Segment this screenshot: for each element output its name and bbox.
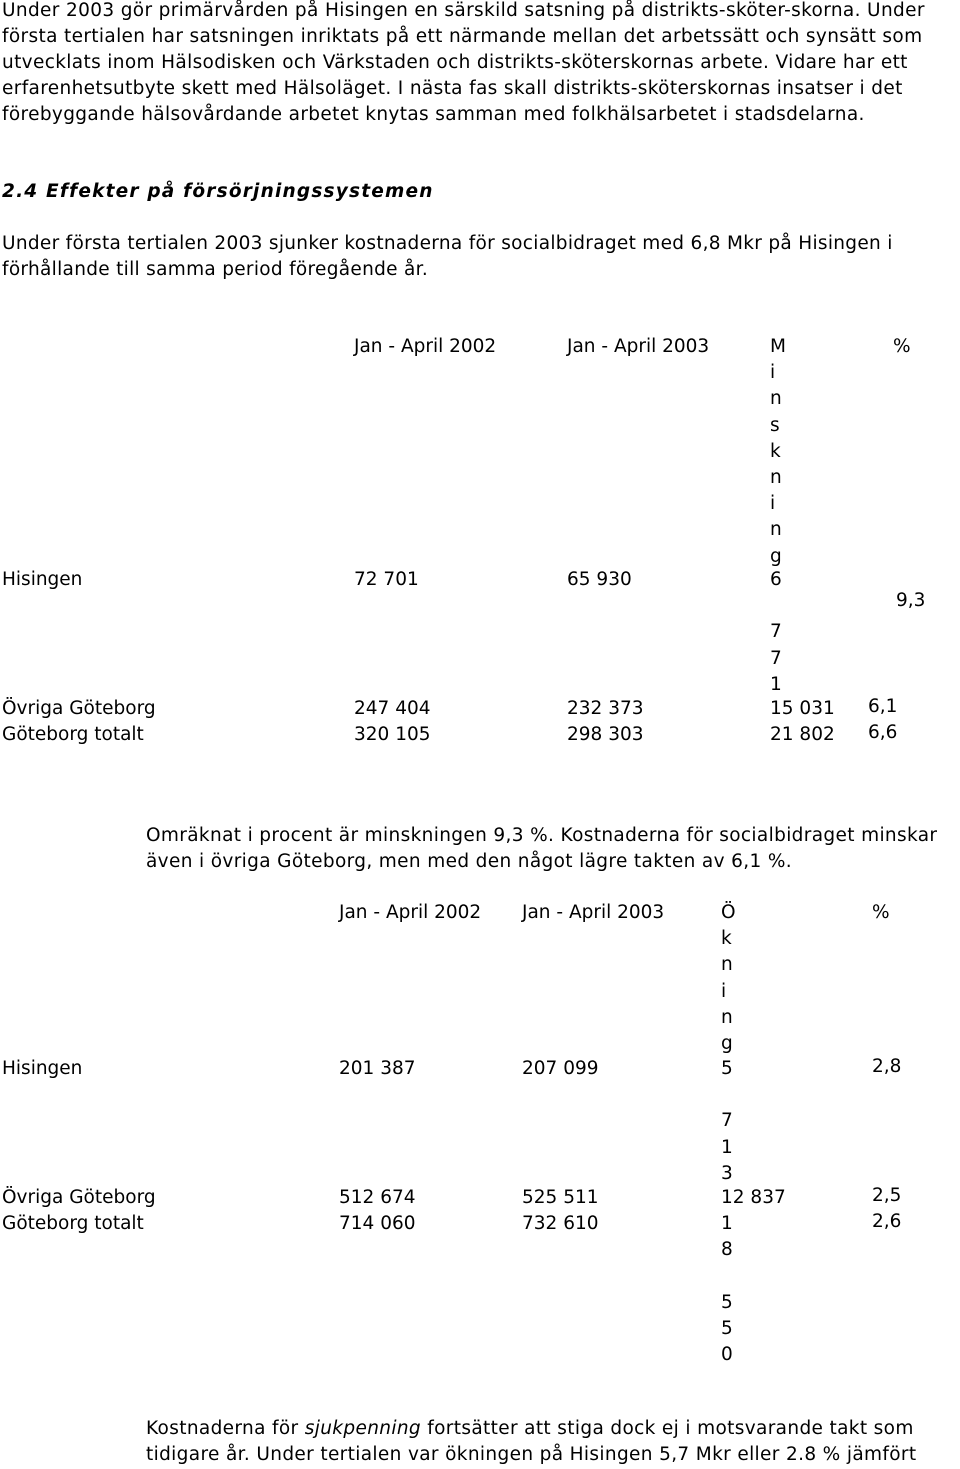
table2-row-2002: 201 387 bbox=[339, 1058, 416, 1079]
table1-header-percent: % bbox=[893, 336, 911, 357]
table2-row-change: 1 8 5 5 0 bbox=[721, 1213, 733, 1366]
table1-row-change: 6 7 7 1 bbox=[770, 569, 782, 695]
footer-line-2: tidigare år. Under tertialen var ökningen på Hisingen 5,7 Mkr eller 2.8 % jämfört bbox=[146, 1444, 917, 1465]
footer-line-1-start: Kostnaderna för bbox=[146, 1418, 305, 1439]
section-heading: 2.4 Effekter på försörjningssystemen bbox=[2, 181, 434, 202]
table1-row-2003: 65 930 bbox=[567, 569, 632, 590]
table2-header-percent: % bbox=[872, 902, 890, 923]
table1-row-2003: 232 373 bbox=[567, 698, 644, 719]
table2-row-change: 5 7 1 3 bbox=[721, 1058, 733, 1184]
section-para-line-2: förhållande till samma period föregående år. bbox=[2, 259, 429, 280]
footer-line-1 bbox=[146, 1416, 914, 1442]
table1-row-percent: 9,3 bbox=[896, 590, 926, 611]
table2-row-label: Hisingen bbox=[2, 1058, 83, 1079]
intro-line-3: utvecklats inom Hälsodisken och Värkstaden och distrikts-sköterskornas arbete. Vidare har ett bbox=[2, 52, 908, 73]
table2-row-percent: 2,6 bbox=[872, 1211, 902, 1232]
table1-row-percent: 6,6 bbox=[868, 722, 898, 743]
table1-row-percent: 6,1 bbox=[868, 696, 898, 717]
table1-row-label: Hisingen bbox=[2, 569, 83, 590]
table2-row-percent: 2,8 bbox=[872, 1056, 902, 1077]
table2-row-change: 12 837 bbox=[721, 1187, 786, 1208]
table2-row-2003: 732 610 bbox=[522, 1213, 599, 1234]
table1-header-2002: Jan - April 2002 bbox=[354, 336, 497, 357]
table2-row-label: Göteborg totalt bbox=[2, 1213, 144, 1234]
table2-row-2003: 525 511 bbox=[522, 1187, 599, 1208]
intro-line-4: erfarenhetsutbyte skett med Hälsoläget. I nästa fas skall distrikts-sköterskornas insatser i det bbox=[2, 78, 903, 99]
table1-row-2002: 72 701 bbox=[354, 569, 419, 590]
table2-row-2003: 207 099 bbox=[522, 1058, 599, 1079]
table1-row-2002: 247 404 bbox=[354, 698, 431, 719]
table1-row-change: 15 031 bbox=[770, 698, 835, 719]
table2-row-2002: 714 060 bbox=[339, 1213, 416, 1234]
table1-row-change: 21 802 bbox=[770, 724, 835, 745]
table2-header-2003: Jan - April 2003 bbox=[522, 902, 665, 923]
table2-row-2002: 512 674 bbox=[339, 1187, 416, 1208]
footer-emphasis: sjukpenning bbox=[304, 1418, 422, 1439]
table1-row-2003: 298 303 bbox=[567, 724, 644, 745]
table1-row-label: Övriga Göteborg bbox=[2, 698, 156, 719]
table1-header-change: M i n s k n i n g bbox=[770, 336, 786, 567]
intro-line-1: Under 2003 gör primärvården på Hisingen en särskild satsning på distrikts-sköter-skorna. Under bbox=[2, 0, 925, 21]
table2-row-percent: 2,5 bbox=[872, 1185, 902, 1206]
table1-header-2003: Jan - April 2003 bbox=[567, 336, 710, 357]
note1-line-2: även i övriga Göteborg, men med den något lägre takten av 6,1 %. bbox=[146, 851, 792, 872]
table2-header-change: Ö k n i n g bbox=[721, 902, 736, 1055]
table2-row-label: Övriga Göteborg bbox=[2, 1187, 156, 1208]
note1-line-1: Omräknat i procent är minskningen 9,3 %. Kostnaderna för socialbidraget minskar bbox=[146, 825, 938, 846]
table1-row-2002: 320 105 bbox=[354, 724, 431, 745]
table2-header-2002: Jan - April 2002 bbox=[339, 902, 482, 923]
intro-line-5: förebyggande hälsovårdande arbetet knytas samman med folkhälsarbetet i stadsdelarna. bbox=[2, 104, 865, 125]
table1-row-label: Göteborg totalt bbox=[2, 724, 144, 745]
section-para-line-1: Under första tertialen 2003 sjunker kostnaderna för socialbidraget med 6,8 Mkr på Hisingen i bbox=[2, 233, 893, 254]
intro-line-2: första tertialen har satsningen inriktats på ett närmande mellan det arbetssätt och synsätt som bbox=[2, 26, 923, 47]
footer-line-1-end: fortsätter att stiga dock ej i motsvarande takt som bbox=[421, 1418, 914, 1439]
